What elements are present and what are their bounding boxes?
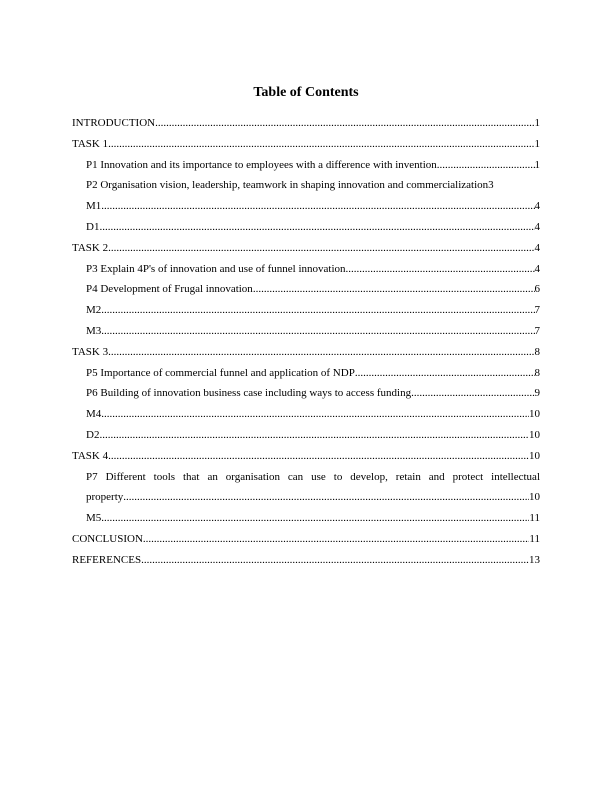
toc-entry-label: M3: [86, 324, 102, 337]
toc-entry-p4[interactable]: [72, 279, 540, 300]
toc-entry-label: P7 Different tools that an organisation can use to develop, retain and protect intellectual: [86, 470, 540, 483]
toc-entry-label: TASK 4: [72, 449, 109, 462]
toc-entry-label: M5: [86, 512, 102, 525]
dot-leader: [99, 217, 534, 238]
toc-entry-label: P3 Explain 4P's of innovation and use of funnel innovation: [86, 262, 346, 275]
toc-entry-m1[interactable]: [72, 196, 540, 217]
dot-leader: [101, 508, 529, 529]
toc-entry-p2[interactable]: [72, 175, 540, 196]
toc-entry-label: TASK 2: [72, 241, 109, 254]
dot-leader: [108, 342, 534, 363]
toc-entry-p3[interactable]: [72, 259, 540, 280]
dot-leader: [108, 446, 529, 467]
toc-page-number: 7: [534, 304, 540, 317]
toc-entry-conclusion[interactable]: [72, 529, 540, 550]
toc-entry-task-3[interactable]: [72, 342, 540, 363]
toc-page-number: 4: [534, 241, 540, 254]
toc-entry-label: M2: [86, 304, 102, 317]
dot-leader: [253, 279, 535, 300]
toc-entry-label: M1: [86, 200, 102, 213]
toc-entry-label: D2: [86, 428, 100, 441]
toc-page-number: 1: [534, 137, 540, 150]
toc-entry-label: D1: [86, 220, 100, 233]
toc-page-number: 10: [529, 449, 540, 462]
toc-entry-label: TASK 3: [72, 345, 109, 358]
toc-entry-m5[interactable]: [72, 508, 540, 529]
toc-entry-label-continued: property: [86, 491, 124, 504]
dot-leader: [411, 383, 534, 404]
toc-page-number: 1: [534, 117, 540, 129]
dot-leader: [355, 363, 535, 384]
toc-entry-continuation: [86, 487, 540, 508]
toc-entry-task-4[interactable]: [72, 446, 540, 467]
toc-page-number: 13: [529, 553, 540, 566]
toc-page-number: 1: [534, 158, 540, 171]
toc-page-number: 10: [529, 491, 540, 504]
toc-entry-label: P1 Innovation and its importance to employees with a difference with invention: [86, 158, 437, 171]
toc-page-number: 7: [534, 324, 540, 337]
toc-entry-label: M4: [86, 408, 102, 421]
toc-page-number: 6: [534, 283, 540, 296]
toc-page-number: 4: [534, 220, 540, 233]
toc-page-number: 8: [534, 345, 540, 358]
toc-page-number: 11: [529, 532, 540, 545]
toc-entry-label: CONCLUSION: [72, 532, 143, 545]
toc-entry-label: TASK 1: [72, 137, 109, 150]
toc-entry-m3[interactable]: [72, 321, 540, 342]
toc-entry-p1[interactable]: [72, 155, 540, 176]
dot-leader: [101, 404, 529, 425]
toc-entry-label: REFERENCES: [72, 553, 142, 566]
toc-entry-p6[interactable]: [72, 383, 540, 404]
toc-page-number: 4: [534, 262, 540, 275]
toc-entry-task-1[interactable]: [72, 134, 540, 155]
toc-page-number: 8: [534, 366, 540, 379]
toc-page-number: 3: [488, 179, 494, 192]
dot-leader: [101, 300, 534, 321]
toc-entry-m4[interactable]: [72, 404, 540, 425]
toc-page-number: 11: [529, 512, 540, 525]
toc-entry-label: P2 Organisation vision, leadership, teamwork in shaping innovation and commercialization: [86, 179, 489, 192]
toc-entry-task-2[interactable]: [72, 238, 540, 259]
toc-entry-d1[interactable]: [72, 217, 540, 238]
toc-entry-label: P4 Development of Frugal innovation: [86, 283, 253, 296]
dot-leader: [141, 550, 529, 571]
toc-entry-m2[interactable]: [72, 300, 540, 321]
toc-entry-introduction[interactable]: [72, 113, 540, 134]
dot-leader: [346, 259, 535, 280]
toc-entry-label: INTRODUCTION: [72, 117, 156, 129]
dot-leader: [108, 134, 534, 155]
toc-entry-p5[interactable]: [72, 363, 540, 384]
toc-entry-references[interactable]: [72, 550, 540, 571]
dot-leader: [101, 321, 534, 342]
toc-title: Table of Contents: [253, 85, 359, 100]
dot-leader: [101, 196, 534, 217]
toc-entry-p7[interactable]: [72, 467, 540, 509]
dot-leader: [155, 113, 534, 134]
toc-page-number: 10: [529, 428, 540, 441]
dot-leader: [123, 487, 529, 508]
dot-leader: [437, 155, 535, 176]
toc-entry-label: P6 Building of innovation business case including ways to access funding: [86, 387, 412, 400]
toc-page-number: 10: [529, 408, 540, 421]
toc-page-number: 9: [534, 387, 540, 400]
dot-leader: [99, 425, 529, 446]
toc-entry-d2[interactable]: [72, 425, 540, 446]
toc-page-number: 4: [534, 200, 540, 213]
table-of-contents: [72, 113, 540, 571]
toc-entry-label: P5 Importance of commercial funnel and application of NDP: [86, 366, 355, 379]
dot-leader: [108, 238, 534, 259]
dot-leader: [143, 529, 530, 550]
